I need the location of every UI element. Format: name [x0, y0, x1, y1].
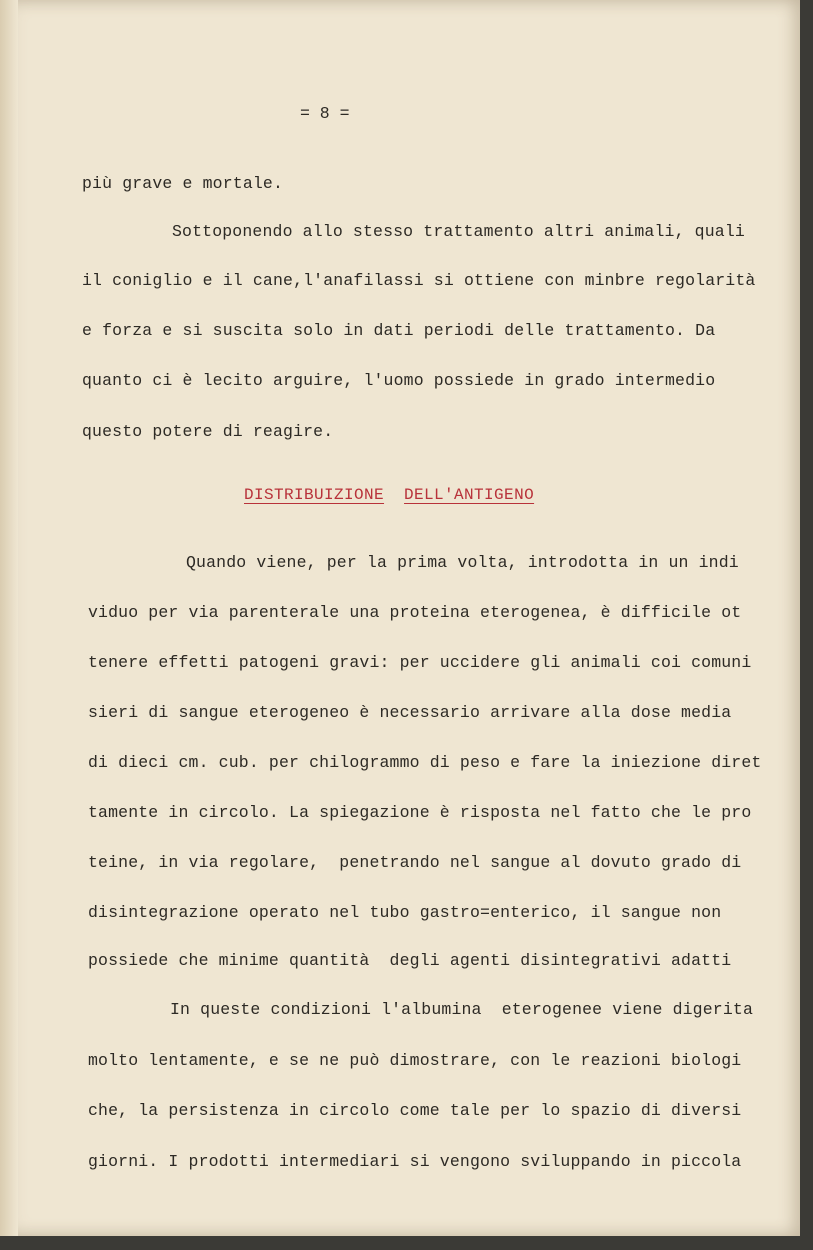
text-line: Quando viene, per la prima volta, introdotta in un indi	[186, 553, 739, 572]
page-number: = 8 =	[300, 104, 350, 123]
section-heading	[244, 486, 534, 504]
text-line: In queste condizioni l'albumina eterogenee viene digerita	[170, 1000, 753, 1019]
text-line: sieri di sangue eterogeneo è necessario arrivare alla dose media	[88, 703, 732, 722]
text-line: questo potere di reagire.	[82, 422, 334, 441]
page-edge-shadow	[0, 0, 18, 1236]
text-line: più grave e mortale.	[82, 174, 284, 193]
text-line: giorni. I prodotti intermediari si vengono sviluppando in piccola	[88, 1152, 742, 1171]
text-line: tenere effetti patogeni gravi: per uccidere gli animali coi comuni	[88, 653, 752, 672]
heading-word-1: DISTRIBUIZIONE	[244, 486, 385, 504]
text-line: Sottoponendo allo stesso trattamento altri animali, quali	[172, 222, 745, 241]
heading-word-2: DELL'ANTIGENO	[404, 486, 535, 504]
text-line: possiede che minime quantità degli agenti disintegrativi adatti	[88, 951, 732, 970]
text-line: disintegrazione operato nel tubo gastro=enterico, il sangue non	[88, 903, 722, 922]
text-line: e forza e si suscita solo in dati periodi delle trattamento. Da	[82, 321, 716, 340]
text-line: molto lentamente, e se ne può dimostrare, con le reazioni biologi	[88, 1051, 742, 1070]
text-line: di dieci cm. cub. per chilogrammo di peso e fare la iniezione diret	[88, 753, 762, 772]
text-line: che, la persistenza in circolo come tale per lo spazio di diversi	[88, 1101, 742, 1120]
text-line: tamente in circolo. La spiegazione è risposta nel fatto che le pro	[88, 803, 752, 822]
text-line: viduo per via parenterale una proteina eterogenea, è difficile ot	[88, 603, 742, 622]
text-line: teine, in via regolare, penetrando nel sangue al dovuto grado di	[88, 853, 742, 872]
text-line: quanto ci è lecito arguire, l'uomo possiede in grado intermedio	[82, 371, 716, 390]
text-line: il coniglio e il cane,l'anafilassi si ottiene con minbre regolarità	[82, 271, 756, 290]
